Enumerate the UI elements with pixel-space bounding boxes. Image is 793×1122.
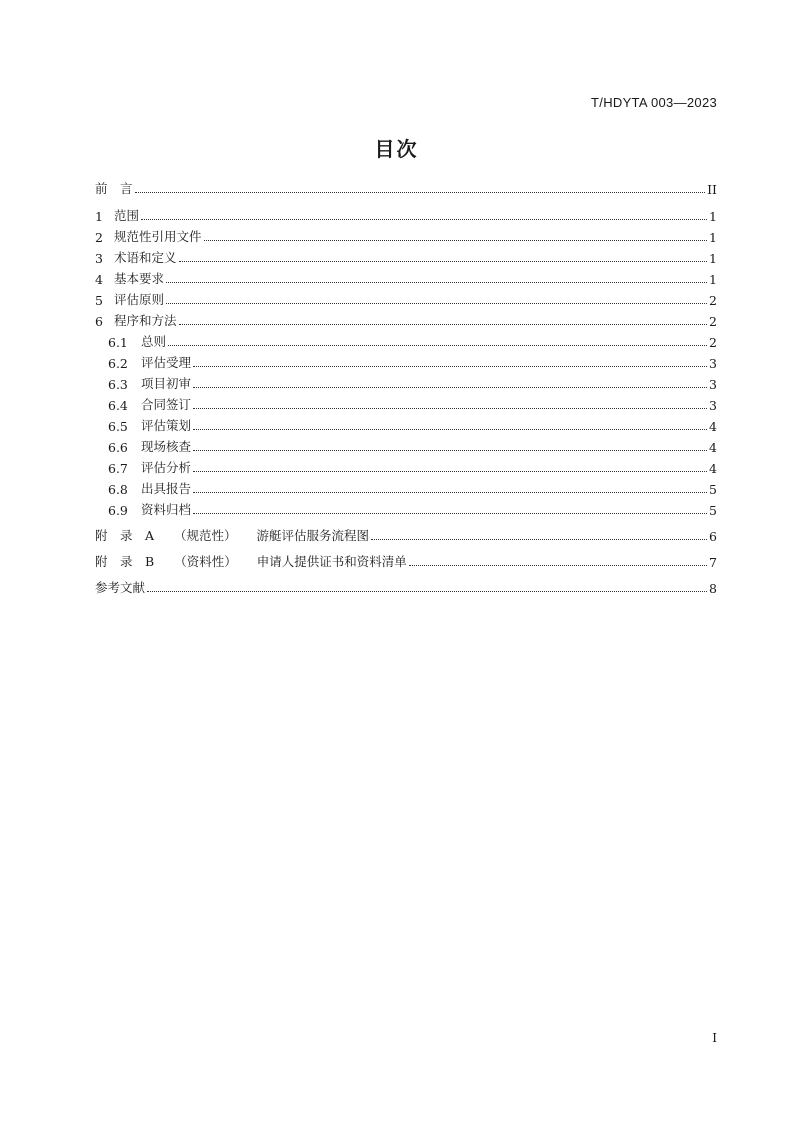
toc-label: 术语和定义 (114, 250, 177, 265)
toc-number: 2 (95, 230, 103, 245)
toc-label: 现场核查 (141, 439, 192, 454)
toc-entry-appendix-a[interactable] (95, 518, 717, 544)
toc-entry-6-8[interactable] (95, 476, 717, 497)
toc-number: 6.1 (108, 335, 128, 350)
page-number: I (712, 1031, 717, 1045)
toc-entry-6-9[interactable] (95, 497, 717, 518)
toc-number: 6.7 (108, 461, 128, 476)
page-title: 目次 (374, 137, 419, 161)
toc-label: 评估原则 (114, 292, 165, 307)
toc-entry-6-1[interactable] (95, 329, 717, 350)
toc-entry-references[interactable] (95, 570, 717, 596)
toc-page: 1 (709, 209, 717, 224)
toc-label: 参考文献 (95, 580, 146, 595)
toc-entry-foreword[interactable] (95, 176, 717, 197)
toc-entry-1[interactable] (95, 197, 717, 224)
dot-leader (204, 239, 708, 241)
toc-number: 6.8 (108, 482, 128, 497)
appendix-number: 附 录 B (95, 554, 155, 569)
dot-leader (193, 470, 707, 472)
dot-leader (193, 386, 707, 388)
toc-entry-appendix-b[interactable] (95, 544, 717, 570)
dot-leader (179, 260, 708, 262)
toc-entry-6-7[interactable] (95, 455, 717, 476)
toc-page: II (707, 182, 717, 197)
toc-entry-3[interactable] (95, 245, 717, 266)
table-of-contents (95, 176, 717, 596)
dot-leader (193, 407, 707, 409)
toc-entry-6-4[interactable] (95, 392, 717, 413)
toc-label: 基本要求 (114, 271, 165, 286)
toc-page: 8 (709, 581, 717, 596)
toc-page: 3 (709, 356, 717, 371)
dot-leader (179, 323, 708, 325)
toc-entry-6-6[interactable] (95, 434, 717, 455)
toc-page: 4 (709, 440, 717, 455)
toc-number: 5 (95, 293, 103, 308)
toc-label: 总则 (141, 334, 167, 349)
toc-label: 程序和方法 (114, 313, 177, 328)
toc-label: 规范性引用文件 (114, 229, 202, 244)
toc-label: 资料归档 (141, 502, 192, 517)
toc-entry-6-3[interactable] (95, 371, 717, 392)
toc-number: 3 (95, 251, 103, 266)
dot-leader (193, 365, 707, 367)
toc-page: 4 (709, 419, 717, 434)
toc-page: 6 (709, 529, 717, 544)
dot-leader (166, 281, 707, 283)
toc-label: 评估受理 (141, 355, 192, 370)
toc-entry-6-5[interactable] (95, 413, 717, 434)
toc-page: 3 (709, 398, 717, 413)
toc-page: 5 (709, 503, 717, 518)
toc-label: 评估策划 (141, 418, 192, 433)
toc-entry-6-2[interactable] (95, 350, 717, 371)
dot-leader (168, 344, 707, 346)
appendix-nature: （规范性） (174, 528, 237, 543)
toc-page: 2 (709, 314, 717, 329)
toc-label: 申请人提供证书和资料清单 (256, 554, 407, 569)
dot-leader (409, 564, 707, 566)
toc-number: 6.9 (108, 503, 128, 518)
dot-leader (147, 590, 707, 592)
toc-number: 4 (95, 272, 103, 287)
toc-page: 2 (709, 293, 717, 308)
toc-entry-4[interactable] (95, 266, 717, 287)
toc-label: 范围 (114, 208, 140, 223)
toc-page: 1 (709, 230, 717, 245)
toc-number: 6.4 (108, 398, 128, 413)
toc-page: 7 (709, 555, 717, 570)
toc-label: 前 言 (95, 181, 133, 196)
toc-number: 6 (95, 314, 103, 329)
dot-leader (141, 218, 707, 220)
toc-number: 6.5 (108, 419, 128, 434)
toc-page: 4 (709, 461, 717, 476)
toc-label: 项目初审 (141, 376, 192, 391)
toc-number: 1 (95, 209, 103, 224)
toc-entry-6[interactable] (95, 308, 717, 329)
toc-label: 出具报告 (141, 481, 192, 496)
toc-page: 3 (709, 377, 717, 392)
toc-page: 1 (709, 272, 717, 287)
dot-leader (193, 512, 707, 514)
appendix-number: 附 录 A (95, 528, 155, 543)
dot-leader (371, 538, 707, 540)
dot-leader (166, 302, 707, 304)
toc-label: 评估分析 (141, 460, 192, 475)
toc-entry-2[interactable] (95, 224, 717, 245)
dot-leader (193, 491, 707, 493)
standard-code: T/HDYTA 003—2023 (591, 95, 717, 110)
toc-page: 5 (709, 482, 717, 497)
toc-number: 6.3 (108, 377, 128, 392)
appendix-nature: （资料性） (174, 554, 237, 569)
toc-label: 游艇评估服务流程图 (256, 528, 370, 543)
dot-leader (135, 191, 706, 193)
toc-label: 合同签订 (141, 397, 192, 412)
toc-number: 6.2 (108, 356, 128, 371)
toc-page: 2 (709, 335, 717, 350)
toc-entry-5[interactable] (95, 287, 717, 308)
dot-leader (193, 428, 707, 430)
toc-page: 1 (709, 251, 717, 266)
toc-number: 6.6 (108, 440, 128, 455)
dot-leader (193, 449, 707, 451)
